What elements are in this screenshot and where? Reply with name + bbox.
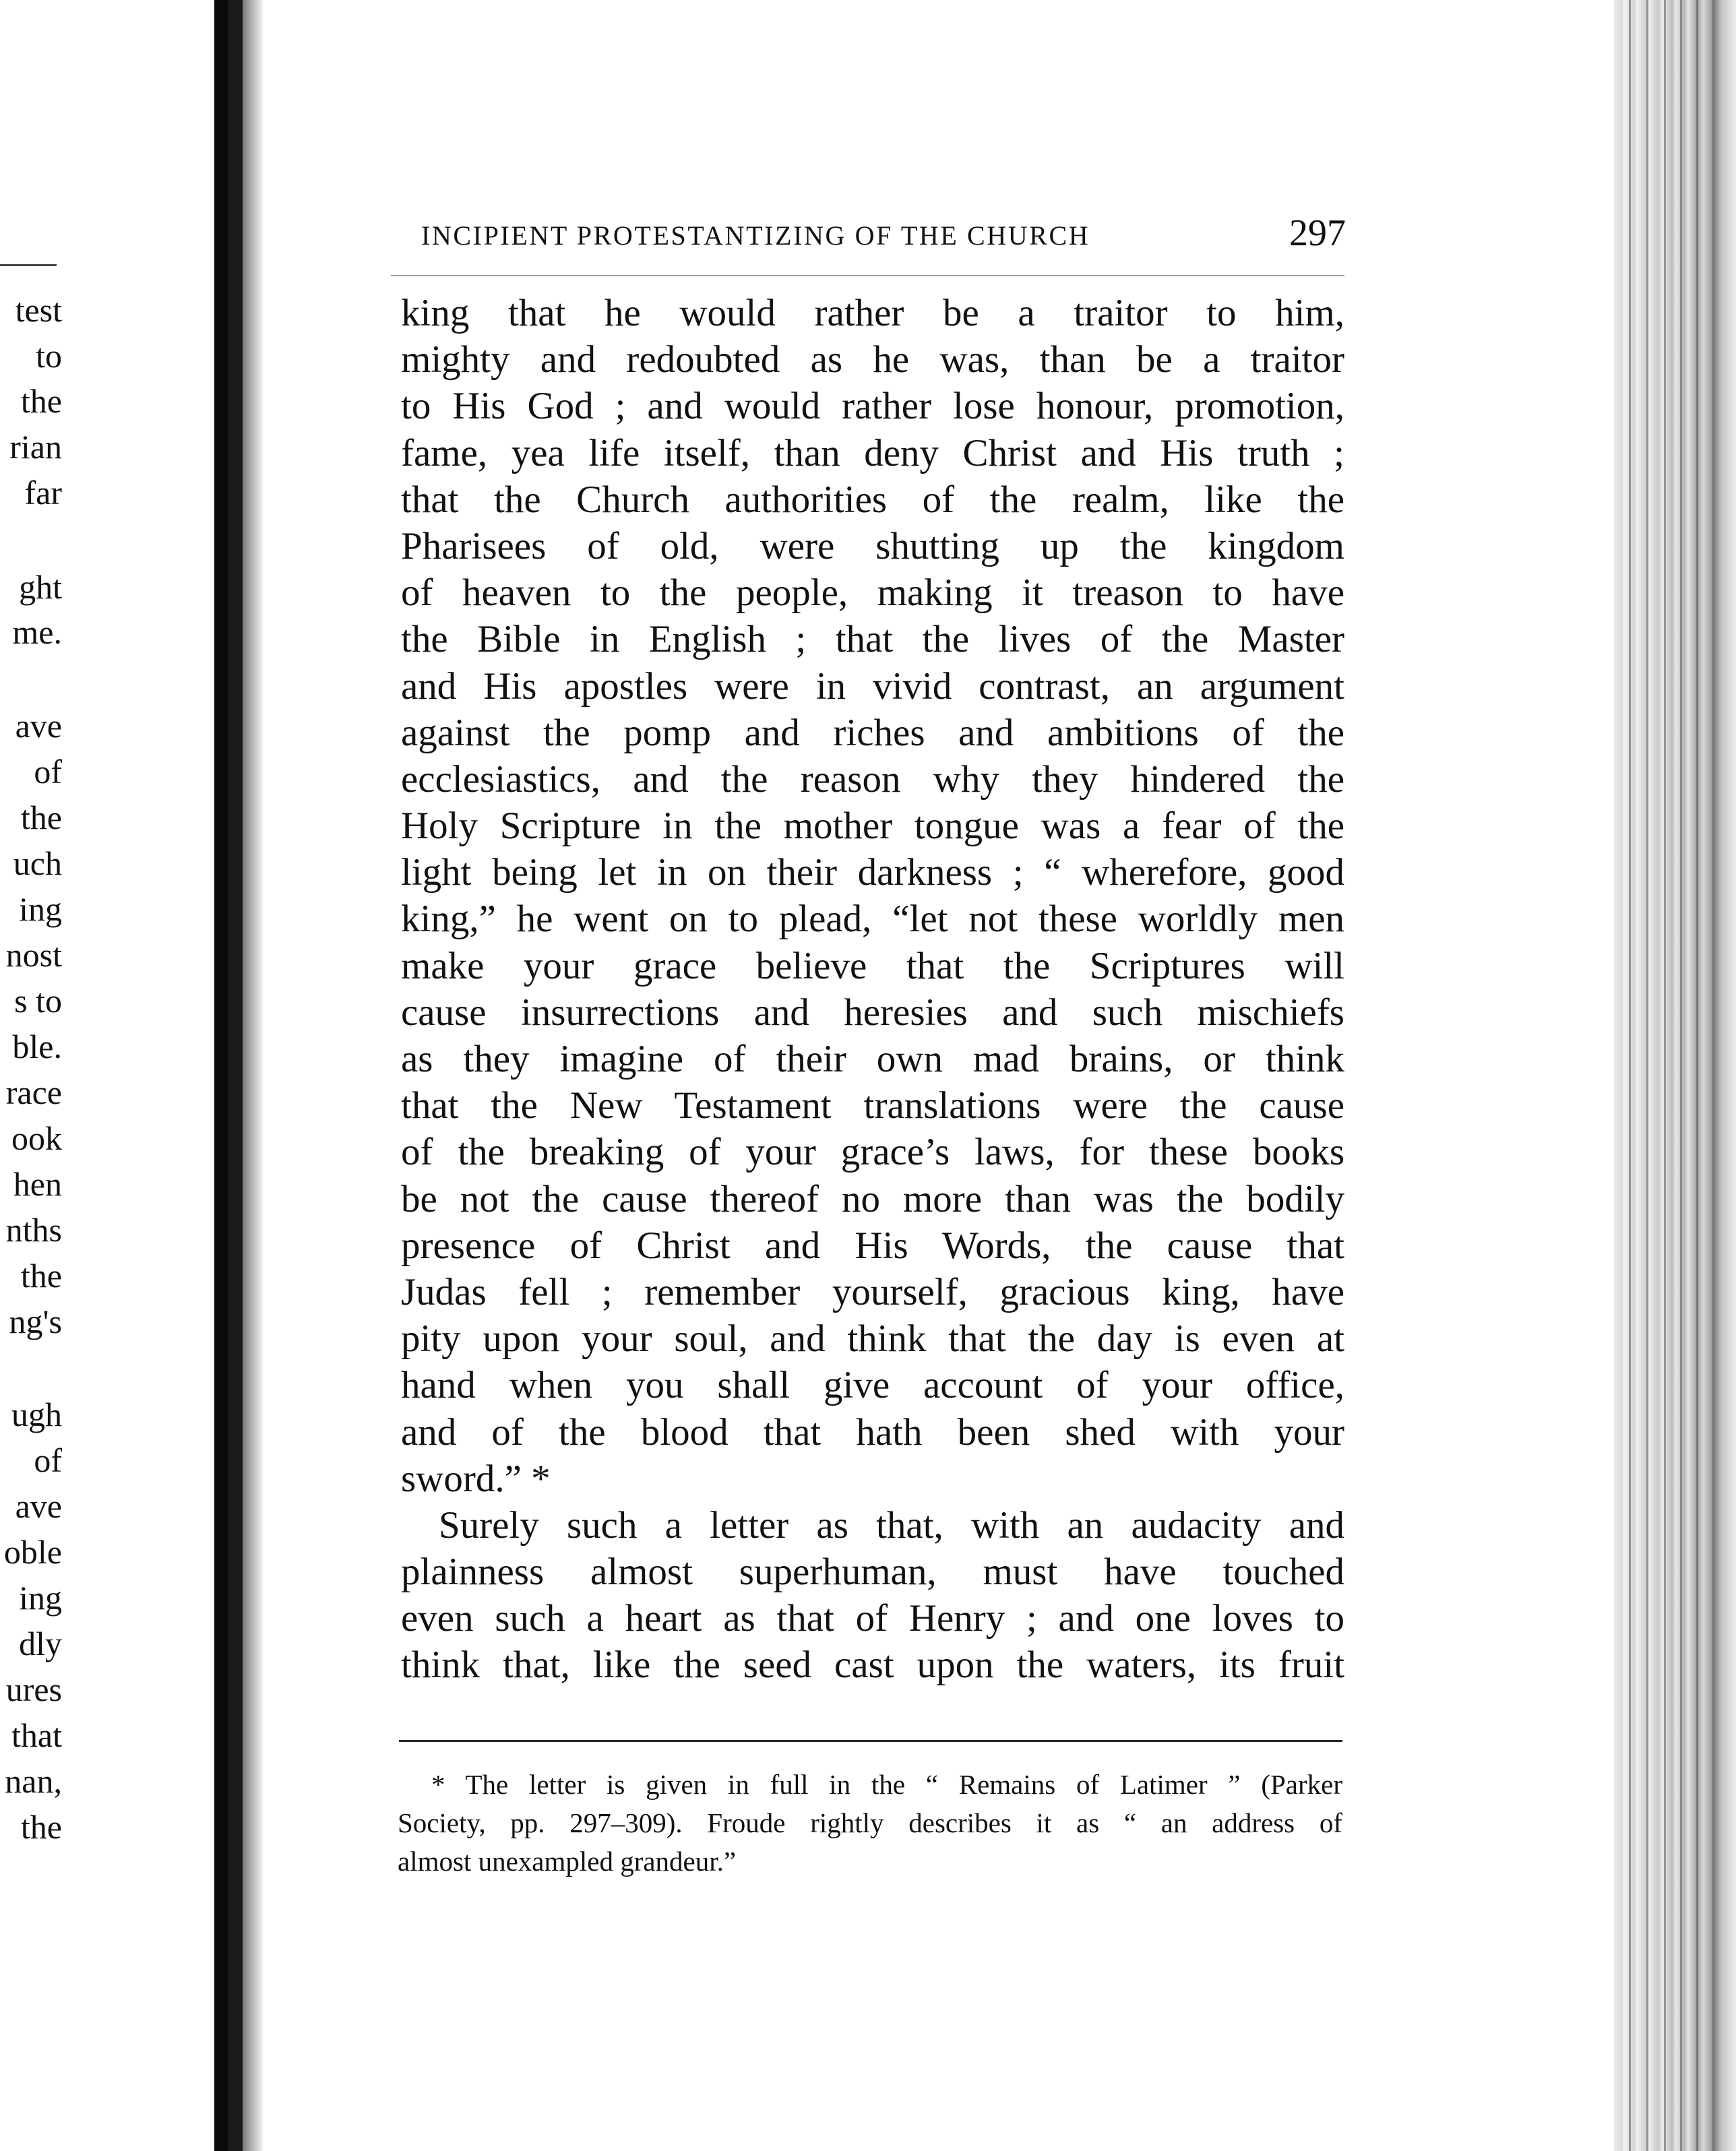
body-line: make your grace believe that the Scriptures will [401, 944, 1344, 987]
body-line: Pharisees of old, were shutting up the kingdom [401, 524, 1344, 567]
left-page-line-fragment: nost [5, 936, 62, 974]
page-edge-line [1712, 0, 1714, 2151]
body-line: presence of Christ and His Words, the cause that [401, 1224, 1344, 1267]
left-page-line-fragment: the [20, 1257, 62, 1295]
left-page-line-fragment: ing [19, 1579, 62, 1617]
left-page-line-fragment: oble [3, 1533, 62, 1571]
body-line: think that, like the seed cast upon the waters, its fruit [401, 1644, 1344, 1687]
footnote-line: Society, pp. 297–309). Froude rightly describes it as “ an address of [398, 1807, 1342, 1838]
body-line: cause insurrections and heresies and such mischiefs [401, 991, 1344, 1034]
body-line: pity upon your soul, and think that the day is even at [401, 1317, 1344, 1361]
left-page-line-fragment: race [5, 1073, 62, 1111]
body-line: as they imagine of their own mad brains, or think [401, 1038, 1344, 1080]
left-page-line-fragment: ook [11, 1119, 62, 1157]
left-page-line-fragment: ing [19, 890, 62, 928]
left-facing-page [0, 0, 216, 2151]
left-page-line-fragment: ng's [9, 1303, 62, 1340]
body-line: that the Church authorities of the realm, like the [401, 478, 1344, 521]
body-line: against the pomp and riches and ambitions of the [401, 711, 1344, 754]
footnote-rule [399, 1740, 1342, 1742]
header-rule [391, 275, 1344, 276]
running-head-title: INCIPIENT PROTESTANTIZING OF THE CHURCH [421, 220, 1090, 251]
page-edge-line [1646, 0, 1648, 2151]
body-line: Surely such a letter as that, with an audacity and [439, 1503, 1344, 1547]
left-page-line-fragment: ures [5, 1671, 62, 1708]
body-line: Judas fell ; remember yourself, gracious king, have [401, 1270, 1344, 1313]
page-edge-line [1629, 0, 1631, 2151]
body-line: sword.” * [401, 1457, 551, 1500]
left-page-line-fragment: s to [14, 982, 62, 1020]
body-line: of heaven to the people, making it treason to have [401, 571, 1344, 615]
body-line: king that he would rather be a traitor to him, [401, 292, 1344, 334]
left-page-rule [0, 264, 57, 266]
body-line: be not the cause thereof no more than was the bodily [401, 1177, 1344, 1220]
left-page-line-fragment: ave [15, 1487, 62, 1525]
body-line: fame, yea life itself, than deny Christ and His truth ; [401, 431, 1344, 474]
left-page-line-fragment: the [20, 799, 62, 836]
left-page-line-fragment: uch [13, 844, 62, 882]
body-text [401, 290, 1344, 1689]
running-head [421, 210, 1346, 257]
gutter-shadow [243, 0, 263, 2151]
body-line: hand when you shall give account of your office, [401, 1364, 1344, 1407]
left-page-line-fragment: nths [5, 1211, 62, 1249]
left-page-line-fragment: the [20, 1808, 62, 1846]
body-line: king,” he went on to plead, “let not these worldly men [401, 898, 1344, 941]
left-page-line-fragment: the [20, 382, 62, 420]
left-page-line-fragment: ave [15, 707, 62, 745]
left-page-line-fragment: far [24, 474, 62, 511]
body-line: Holy Scripture in the mother tongue was a fear of the [401, 805, 1344, 848]
page-edge-line [1664, 0, 1666, 2151]
page-edges [1614, 0, 1736, 2151]
left-page-line-fragment: me. [12, 613, 62, 651]
page-edge-line [1696, 0, 1698, 2151]
body-line: that the New Testament translations were the cause [401, 1084, 1344, 1127]
body-line: and His apostles were in vivid contrast, an argument [401, 664, 1344, 708]
left-page-line-fragment: of [34, 1441, 62, 1479]
body-line: to His God ; and would rather lose honour, promotion, [401, 385, 1344, 428]
page-number: 297 [1289, 212, 1346, 254]
body-line: ecclesiastics, and the reason why they hindered the [401, 757, 1344, 801]
book-gutter-inner [228, 0, 243, 2151]
footnote-line: * The letter is given in full in the “ Remains of Latimer ” (Parker [431, 1769, 1342, 1800]
page-edge-line [1680, 0, 1682, 2151]
body-line: mighty and redoubted as he was, than be a traitor [401, 338, 1344, 381]
body-line: of the breaking of your grace’s laws, for these books [401, 1131, 1344, 1174]
body-line: the Bible in English ; that the lives of the Master [401, 618, 1344, 661]
left-page-line-fragment: of [34, 753, 62, 790]
footnote-line: almost unexampled grandeur.” [398, 1846, 737, 1877]
left-page-line-fragment: ble. [12, 1028, 62, 1065]
left-page-line-fragment: ugh [11, 1396, 62, 1433]
body-line: even such a heart as that of Henry ; and one loves to [401, 1597, 1344, 1640]
left-page-line-fragment: hen [13, 1165, 62, 1203]
left-page-line-fragment: that [11, 1716, 62, 1754]
left-page-line-fragment: dly [19, 1625, 62, 1662]
left-page-line-fragment: rian [9, 428, 62, 466]
book-gutter [214, 0, 228, 2151]
body-line: light being let in on their darkness ; “ wherefore, good [401, 851, 1344, 894]
body-line: plainness almost superhuman, must have touched [401, 1551, 1344, 1594]
body-line: and of the blood that hath been shed with your [401, 1410, 1344, 1454]
left-page-line-fragment: test [15, 291, 62, 329]
left-page-line-fragment: nan, [5, 1762, 62, 1800]
left-page-line-fragment: ght [19, 568, 62, 606]
footnote [398, 1766, 1342, 1881]
left-page-line-fragment: to [36, 337, 62, 375]
